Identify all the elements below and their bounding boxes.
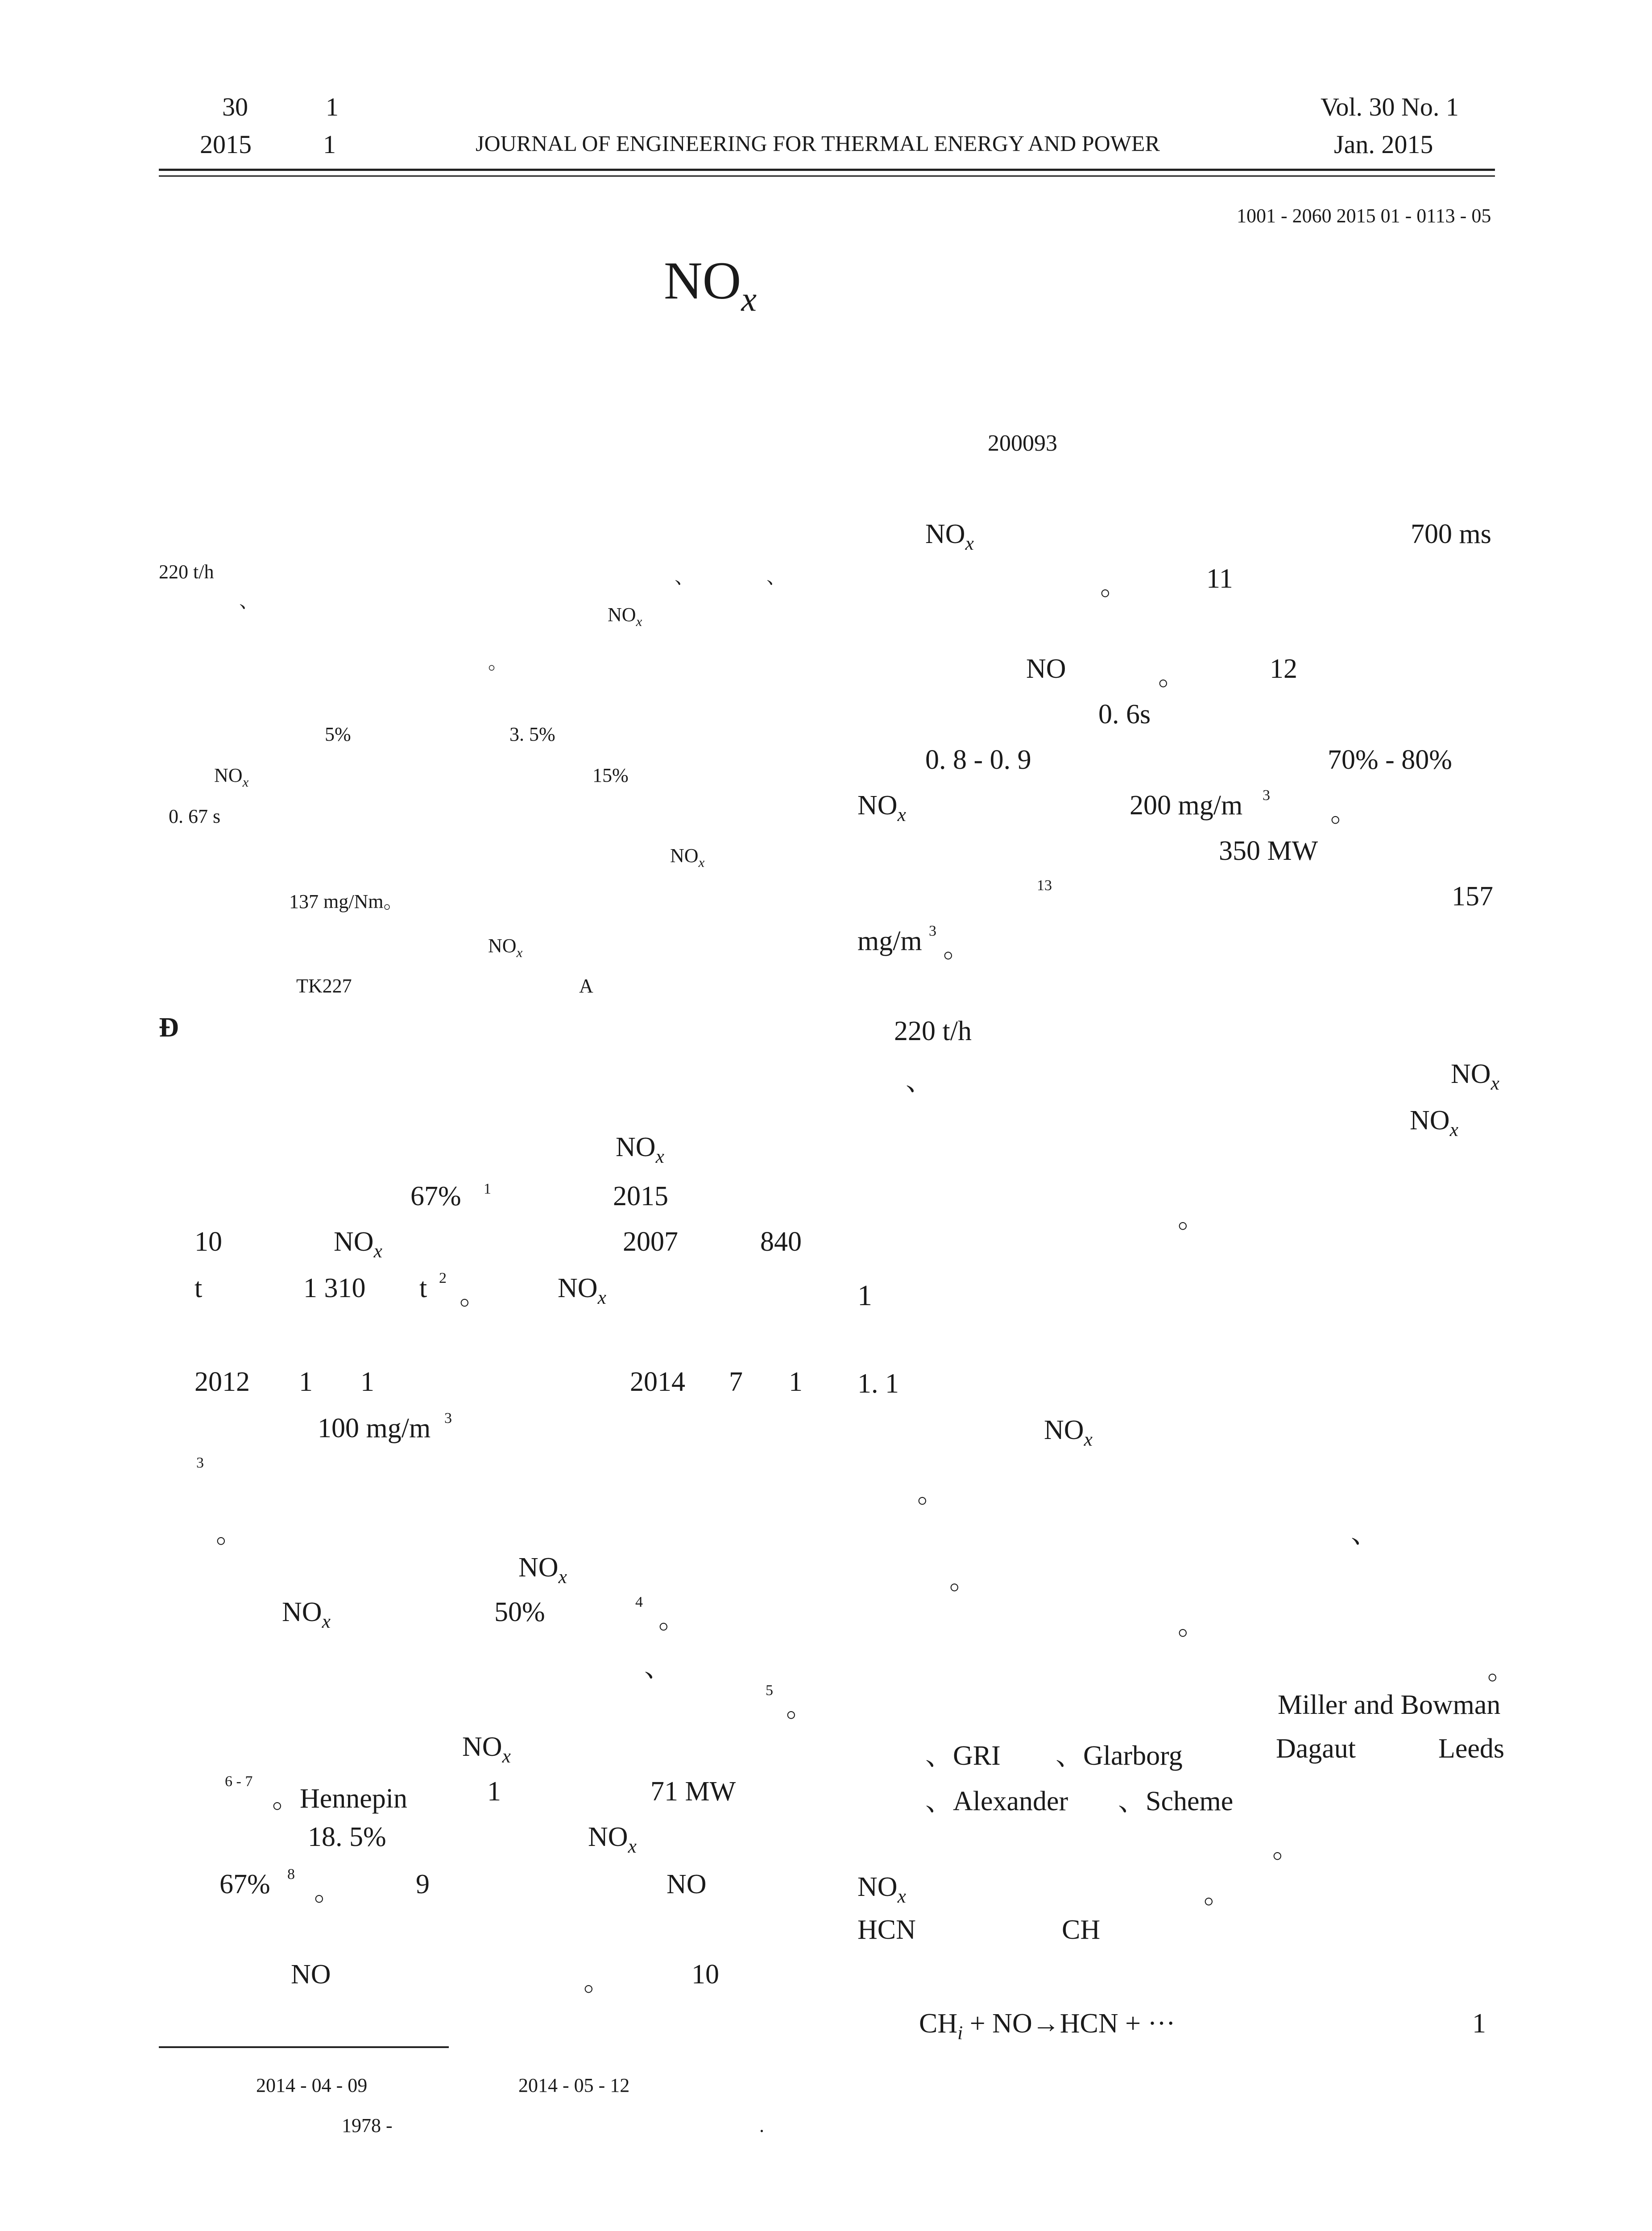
- document-code: A: [579, 975, 593, 997]
- body-text: 7: [729, 1367, 743, 1397]
- citation-ref: 6 - 7: [225, 1773, 253, 1790]
- body-text: 200 mg/m: [1130, 790, 1243, 821]
- body-text: $NO_x$: [282, 1597, 331, 1633]
- body-text: 。: [1178, 1203, 1206, 1234]
- body-text: NO: [667, 1869, 707, 1899]
- body-text: 67%: [219, 1869, 270, 1899]
- body-text: 。: [786, 1692, 814, 1723]
- citation-ref: 3: [196, 1455, 204, 1471]
- body-text: 、GRI: [925, 1741, 1001, 1771]
- superscript: 3: [1263, 787, 1270, 804]
- citation-ref: 8: [287, 1866, 295, 1883]
- body-text: t: [419, 1273, 427, 1303]
- body-text: $NO_x$: [857, 1872, 906, 1908]
- body-text: 。: [1487, 1655, 1515, 1685]
- body-text: 。: [584, 1966, 612, 1997]
- abstract-text: 。: [488, 651, 508, 673]
- body-text: $NO_x$: [588, 1822, 637, 1858]
- body-text: 。: [1100, 571, 1128, 601]
- body-text: 2007: [623, 1227, 678, 1257]
- body-text: CH: [1062, 1915, 1101, 1945]
- body-text: 1: [360, 1367, 374, 1397]
- body-text: 。: [949, 1565, 977, 1595]
- body-text: 11: [1206, 564, 1233, 594]
- body-text: 0. 6s: [1098, 699, 1151, 730]
- body-text: 9: [416, 1869, 430, 1899]
- body-text: 71 MW: [650, 1776, 736, 1807]
- received-date: 2014 - 04 - 09: [256, 2074, 368, 2096]
- abstract-text: 、: [766, 566, 786, 588]
- body-text: 。Hennepin: [272, 1783, 408, 1814]
- body-text: 220 t/h: [894, 1016, 972, 1046]
- body-text: 、Scheme: [1118, 1786, 1234, 1816]
- body-text: 、: [1351, 1518, 1379, 1549]
- body-text: 0. 8 - 0. 9: [925, 745, 1031, 775]
- body-text: 1: [299, 1367, 313, 1397]
- body-text: 100 mg/m: [318, 1413, 431, 1443]
- header-rule-top: [159, 169, 1495, 171]
- body-text: 67%: [410, 1181, 461, 1211]
- body-text: Miller and Bowman: [1278, 1690, 1501, 1720]
- classification-number: TK227: [296, 975, 352, 997]
- article-id: 1001 - 2060 2015 01 - 0113 - 05: [1237, 205, 1491, 227]
- body-text: $NO_x$: [925, 519, 974, 555]
- citation-ref: 5: [766, 1682, 773, 1699]
- body-text: 10: [195, 1227, 222, 1257]
- author-birth-year: 1978 -: [342, 2115, 393, 2136]
- body-text: 。: [917, 1478, 945, 1509]
- header-date-en: Jan. 2015: [1334, 130, 1433, 159]
- body-text: mg/m: [857, 926, 922, 956]
- citation-ref: 4: [635, 1594, 643, 1610]
- body-text: 。: [216, 1518, 244, 1549]
- abstract-text: 、: [675, 566, 694, 588]
- body-text: $NO_x$: [1451, 1059, 1499, 1095]
- body-text: t: [195, 1273, 203, 1303]
- body-text: 。: [1158, 661, 1186, 691]
- header-year: 2015: [200, 130, 252, 159]
- article-title: $NO_x$: [664, 251, 757, 319]
- body-text: 840: [760, 1227, 802, 1257]
- body-text: Leeds: [1438, 1733, 1505, 1764]
- body-text: 。: [1330, 797, 1358, 828]
- superscript: 3: [444, 1410, 452, 1427]
- body-text: $NO_x$: [558, 1273, 606, 1309]
- abstract-text: $NO_x$: [214, 764, 249, 790]
- body-text: NO: [291, 1959, 331, 1990]
- abstract-text: 3. 5%: [509, 723, 555, 745]
- abstract-text: 137 mg/Nm。: [289, 891, 403, 912]
- header-rule-bottom: [159, 175, 1495, 177]
- body-text: 2014: [630, 1367, 685, 1397]
- body-text: 、Glarborg: [1056, 1741, 1183, 1771]
- body-text: $NO_x$: [857, 790, 906, 826]
- body-text: 。: [1178, 1610, 1206, 1641]
- abstract-text: 0. 67 s: [169, 805, 221, 827]
- body-text: $NO_x$: [1410, 1105, 1458, 1141]
- abstract-text: 5%: [325, 723, 351, 745]
- body-text: 2012: [195, 1367, 250, 1397]
- equation-number: 1: [1472, 2008, 1486, 2039]
- section-heading-1: 1: [857, 1279, 872, 1312]
- citation-ref: 2: [439, 1270, 447, 1286]
- abstract-text: 220 t/h: [159, 561, 214, 583]
- body-text: 。: [1272, 1833, 1300, 1864]
- body-text: 、: [644, 1652, 672, 1683]
- body-text: 10: [691, 1959, 719, 1990]
- body-text: 。: [460, 1280, 488, 1310]
- body-text: $NO_x$: [334, 1227, 382, 1262]
- body-text: 1: [487, 1776, 501, 1807]
- body-text: 50%: [494, 1597, 545, 1627]
- body-text: $NO_x$: [1044, 1415, 1093, 1451]
- body-text: 350 MW: [1219, 836, 1318, 866]
- body-text: 70% - 80%: [1328, 745, 1452, 775]
- body-text: 12: [1270, 654, 1297, 684]
- body-text: 18. 5%: [308, 1822, 386, 1852]
- footnote-rule: [159, 2046, 449, 2048]
- journal-name: JOURNAL OF ENGINEERING FOR THERMAL ENERGY AND POWER: [476, 131, 1160, 156]
- subsection-heading-1-1: 1. 1: [857, 1368, 899, 1399]
- header-vol-en: Vol. 30 No. 1: [1321, 92, 1459, 121]
- body-text: HCN: [857, 1915, 916, 1945]
- body-text: Dagaut: [1276, 1733, 1356, 1764]
- header-volume: 30: [222, 92, 248, 121]
- body-text: 700 ms: [1411, 519, 1491, 549]
- body-text: 。: [658, 1604, 687, 1634]
- body-text: 2015: [613, 1181, 668, 1211]
- body-text: $NO_x$: [462, 1732, 511, 1767]
- citation-ref: 1: [484, 1181, 491, 1197]
- body-text: 157: [1452, 881, 1493, 912]
- footnote-end: .: [759, 2115, 764, 2136]
- body-text: 。: [1204, 1879, 1232, 1909]
- doi-mark: Ð: [159, 1012, 179, 1043]
- revised-date: 2014 - 05 - 12: [518, 2074, 630, 2096]
- body-text: 、Alexander: [925, 1786, 1068, 1816]
- abstract-text: $NO_x$: [670, 845, 705, 870]
- affiliation-postcode: 200093: [988, 431, 1057, 456]
- header-issue: 1: [326, 92, 339, 121]
- keywords: $NO_x$: [488, 935, 523, 960]
- body-text: 。: [314, 1876, 342, 1907]
- body-text: NO: [1026, 654, 1066, 684]
- equation-1: $CH_i + NO\to HCN$ + ···: [919, 2008, 1176, 2044]
- superscript: 3: [929, 923, 936, 939]
- body-text: $NO_x$: [518, 1552, 567, 1588]
- abstract-text: 15%: [592, 764, 629, 786]
- abstract-text: $NO_x$: [608, 604, 642, 629]
- body-text: 。: [943, 933, 971, 963]
- body-text: 1: [789, 1367, 803, 1397]
- body-text: $NO_x$: [616, 1132, 664, 1168]
- citation-ref: 13: [1037, 877, 1052, 894]
- header-month: 1: [323, 130, 336, 159]
- abstract-text: 、: [239, 590, 259, 612]
- body-text: 1 310: [303, 1273, 366, 1303]
- body-text: 、: [906, 1066, 934, 1096]
